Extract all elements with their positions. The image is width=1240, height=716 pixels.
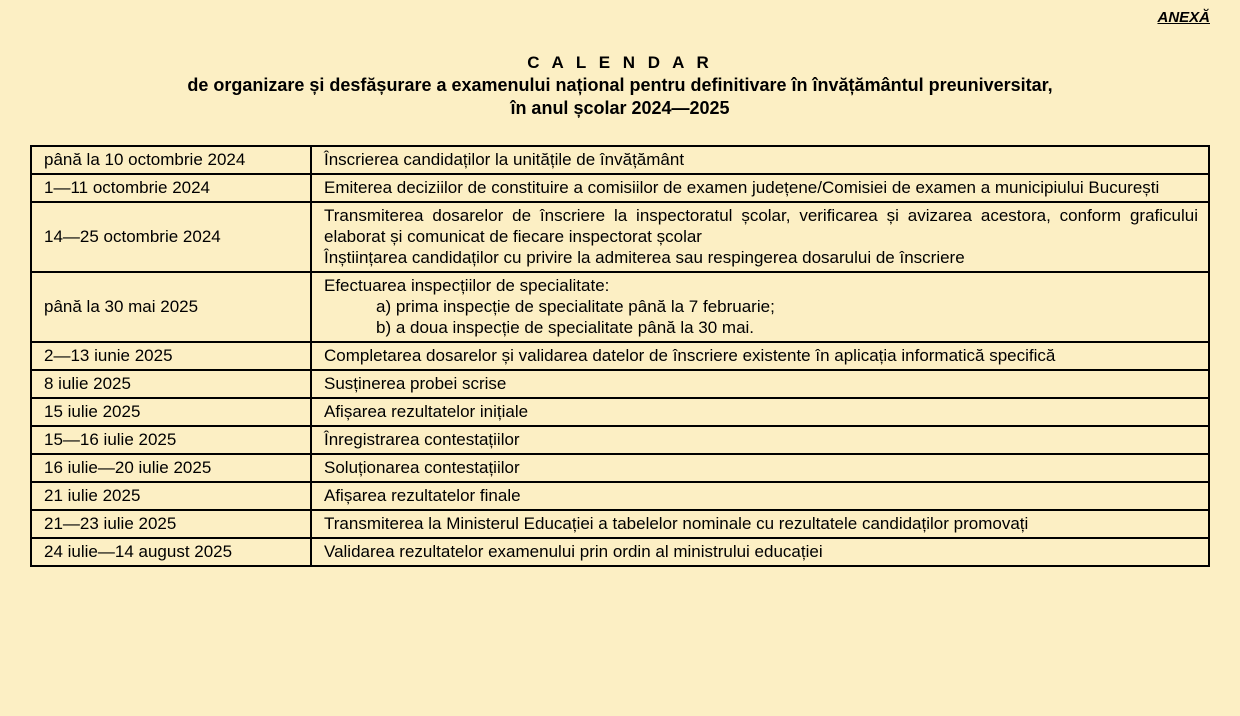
activity-line: Emiterea deciziilor de constituire a comisiilor de examen județene/Comisiei de examen a municipiului București bbox=[324, 178, 1160, 197]
calendar-table bbox=[30, 145, 1210, 567]
table-row bbox=[31, 482, 1209, 510]
activity-subitem: a) prima inspecție de specialitate până la 7 februarie; bbox=[376, 297, 775, 316]
activity-line: Soluționarea contestațiilor bbox=[324, 458, 520, 477]
row-activity bbox=[311, 454, 1209, 482]
activity-line: Înscrierea candidaților la unitățile de învățământ bbox=[324, 150, 685, 169]
activity-line: Susținerea probei scrise bbox=[324, 374, 507, 393]
table-row bbox=[31, 146, 1209, 174]
document-heading bbox=[0, 51, 1240, 120]
row-activity bbox=[311, 202, 1209, 272]
table-row bbox=[31, 342, 1209, 370]
row-activity bbox=[311, 146, 1209, 174]
row-date: 2—13 iunie 2025 bbox=[31, 342, 311, 370]
activity-line: Completarea dosarelor și validarea datelor de înscriere existente în aplicația informatică specifică bbox=[324, 346, 1056, 365]
table-row bbox=[31, 454, 1209, 482]
row-date: 21—23 iulie 2025 bbox=[31, 510, 311, 538]
activity-subitem: b) a doua inspecție de specialitate până la 30 mai. bbox=[376, 318, 755, 337]
table-row bbox=[31, 174, 1209, 202]
row-activity bbox=[311, 370, 1209, 398]
row-date: 24 iulie—14 august 2025 bbox=[31, 538, 311, 566]
row-activity bbox=[311, 426, 1209, 454]
activity-line: Efectuarea inspecțiilor de specialitate: bbox=[324, 276, 610, 295]
row-date: până la 30 mai 2025 bbox=[31, 272, 311, 342]
document-subtitle-line-2: în anul școlar 2024—2025 bbox=[510, 98, 730, 118]
activity-line: Afișarea rezultatelor inițiale bbox=[324, 402, 529, 421]
table-row bbox=[31, 538, 1209, 566]
activity-line: Înregistrarea contestațiilor bbox=[324, 430, 520, 449]
row-date: 15—16 iulie 2025 bbox=[31, 426, 311, 454]
row-activity bbox=[311, 272, 1209, 342]
row-activity bbox=[311, 538, 1209, 566]
row-activity bbox=[311, 342, 1209, 370]
row-date: 14—25 octombrie 2024 bbox=[31, 202, 311, 272]
row-date: 15 iulie 2025 bbox=[31, 398, 311, 426]
document-title: C A L E N D A R bbox=[527, 53, 713, 72]
activity-line: Transmiterea la Ministerul Educației a tabelelor nominale cu rezultatele candidaților promovați bbox=[324, 514, 1029, 533]
row-activity bbox=[311, 174, 1209, 202]
row-activity bbox=[311, 510, 1209, 538]
table-row bbox=[31, 202, 1209, 272]
row-date: 16 iulie—20 iulie 2025 bbox=[31, 454, 311, 482]
activity-line: Afișarea rezultatelor finale bbox=[324, 486, 521, 505]
row-activity bbox=[311, 398, 1209, 426]
table-row bbox=[31, 370, 1209, 398]
table-row bbox=[31, 510, 1209, 538]
activity-line: Validarea rezultatelor examenului prin ordin al ministrului educației bbox=[324, 542, 823, 561]
table-row bbox=[31, 426, 1209, 454]
row-date: 1—11 octombrie 2024 bbox=[31, 174, 311, 202]
activity-line: Înștiințarea candidaților cu privire la admiterea sau respingerea dosarului de înscriere bbox=[324, 248, 965, 267]
annex-label: ANEXĂ bbox=[1157, 9, 1210, 26]
row-date: 21 iulie 2025 bbox=[31, 482, 311, 510]
table-row bbox=[31, 398, 1209, 426]
table-row bbox=[31, 272, 1209, 342]
row-activity bbox=[311, 482, 1209, 510]
document-subtitle-line-1: de organizare și desfășurare a examenului național pentru definitivare în învățământul preuniversitar, bbox=[187, 75, 1053, 95]
row-date: 8 iulie 2025 bbox=[31, 370, 311, 398]
row-date: până la 10 octombrie 2024 bbox=[31, 146, 311, 174]
activity-line: Transmiterea dosarelor de înscriere la inspectoratul școlar, verificarea și avizarea acestora, conform graficului elaborat și comunicat de fiecare inspectorat școlar bbox=[324, 206, 1198, 246]
